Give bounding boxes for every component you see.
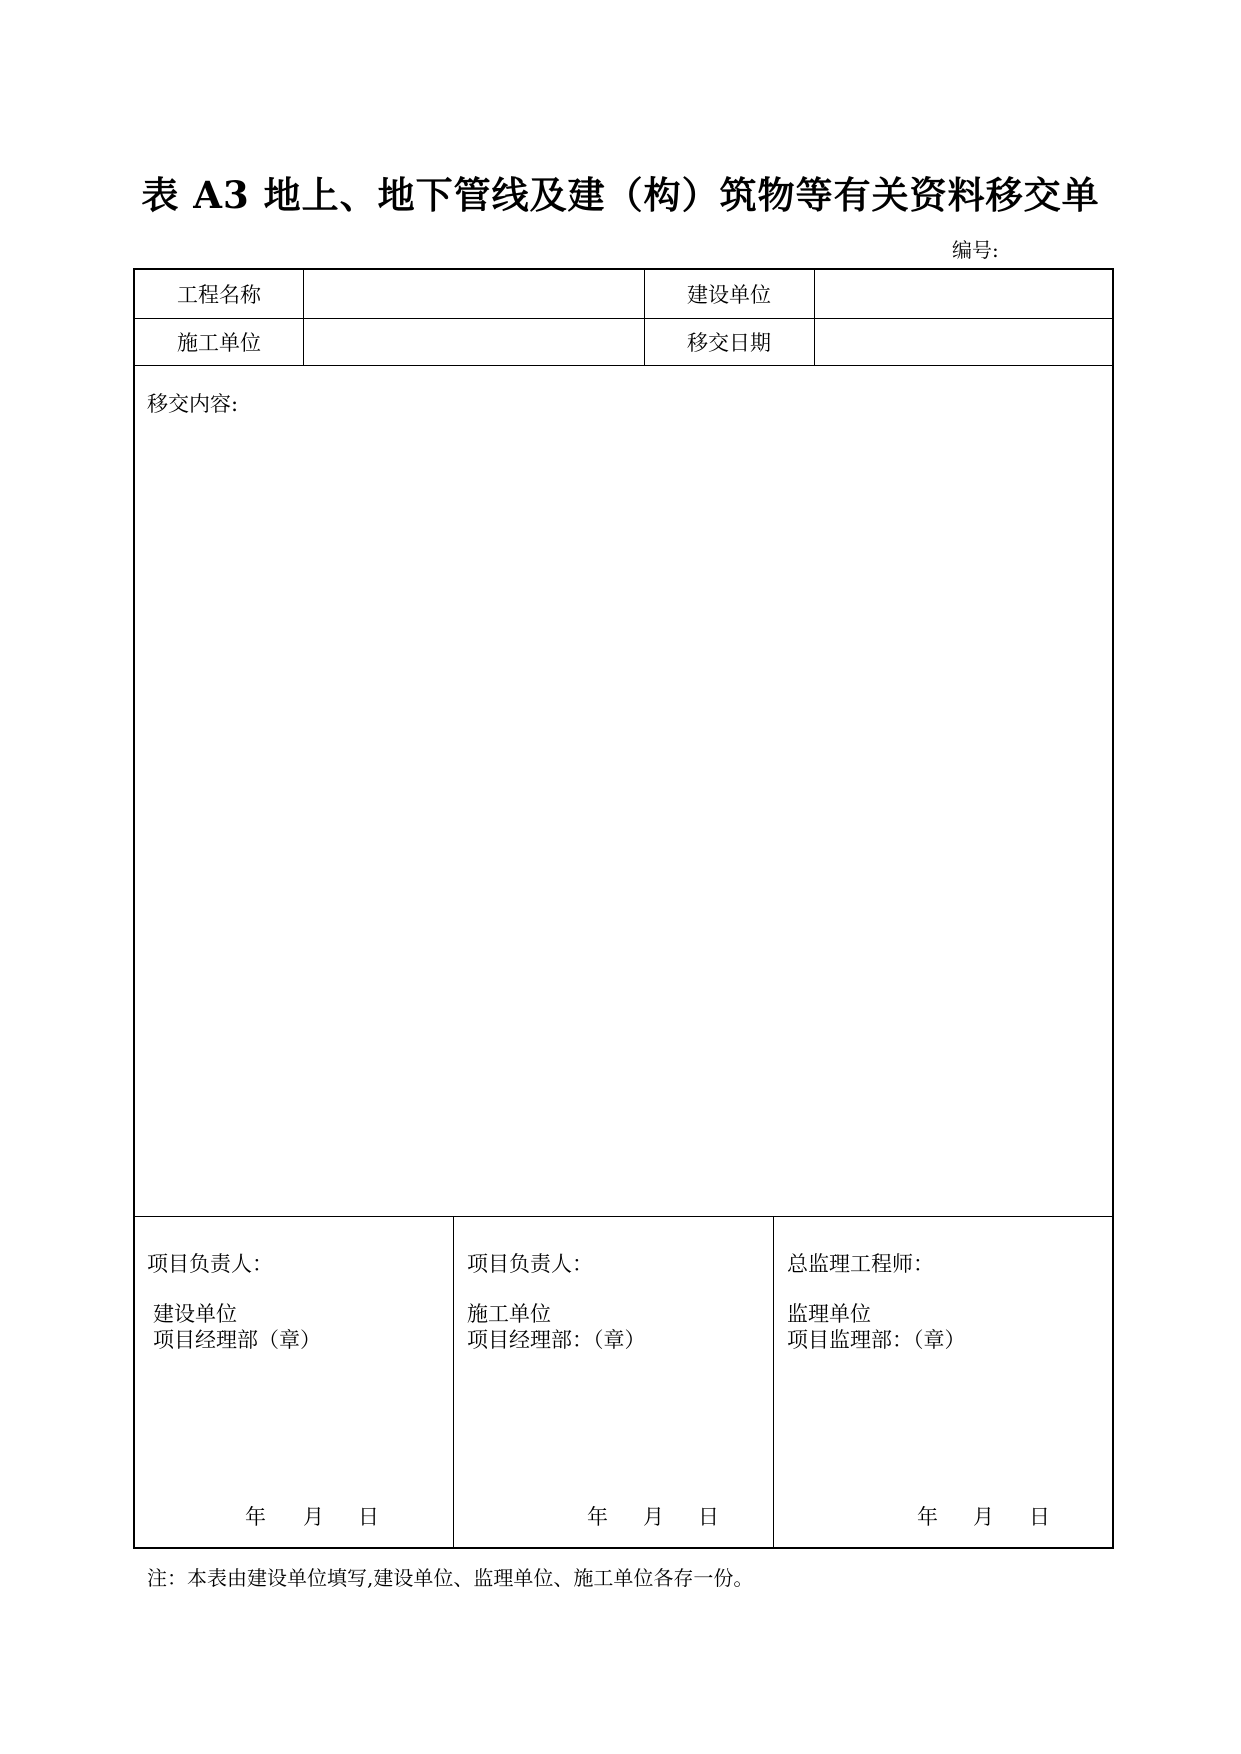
signature-role: 项目负责人： [147, 1252, 273, 1276]
signature-unit: 施工单位 [467, 1302, 551, 1326]
owner-signature-block[interactable] [135, 1218, 453, 1547]
signature-role: 项目负责人： [467, 1252, 593, 1276]
form-title: 表 A3 地上、地下管线及建（构）筑物等有关资料移交单 [141, 173, 1100, 217]
handover-content-label: 移交内容: [147, 392, 239, 416]
signature-unit: 建设单位 [153, 1302, 237, 1326]
day-label: 日 [698, 1505, 719, 1529]
supervisor-signature-block[interactable] [775, 1218, 1114, 1547]
owner-unit-field[interactable] [816, 272, 1110, 316]
day-label: 日 [358, 1505, 379, 1529]
project-name-field[interactable] [305, 272, 642, 316]
signature-date[interactable] [917, 1501, 1050, 1531]
col-divider [303, 270, 304, 365]
col-divider [453, 1216, 454, 1549]
month-label: 月 [643, 1505, 664, 1529]
year-label: 年 [245, 1505, 266, 1529]
row-divider [135, 1216, 1112, 1217]
handover-date-label: 移交日期 [687, 330, 771, 355]
year-label: 年 [587, 1505, 608, 1529]
signature-department: 项目经理部（章） [153, 1328, 321, 1352]
signature-unit: 监理单位 [787, 1302, 871, 1326]
month-label: 月 [973, 1505, 994, 1529]
contractor-unit-label: 施工单位 [177, 330, 261, 355]
contractor-signature-block[interactable] [455, 1218, 773, 1547]
month-label: 月 [303, 1505, 324, 1529]
contractor-unit-field[interactable] [305, 320, 642, 363]
signature-department: 项目经理部：（章） [467, 1328, 646, 1352]
row-divider [135, 365, 1112, 366]
handover-date-field[interactable] [816, 320, 1110, 363]
col-divider [814, 270, 815, 365]
signature-role: 总监理工程师： [787, 1252, 934, 1276]
serial-number-label: 编号: [952, 238, 999, 262]
owner-unit-label: 建设单位 [687, 283, 771, 307]
signature-date[interactable] [245, 1501, 379, 1531]
handover-form [133, 268, 1114, 1549]
signature-date[interactable] [587, 1501, 719, 1531]
day-label: 日 [1029, 1505, 1050, 1529]
col-divider [773, 1216, 774, 1549]
handover-content-field[interactable] [147, 420, 1100, 1160]
footnote: 注：本表由建设单位填写,建设单位、监理单位、施工单位各存一份。 [147, 1566, 754, 1590]
signature-department: 项目监理部：（章） [787, 1328, 966, 1352]
year-label: 年 [917, 1505, 938, 1529]
project-name-label: 工程名称 [177, 283, 261, 307]
